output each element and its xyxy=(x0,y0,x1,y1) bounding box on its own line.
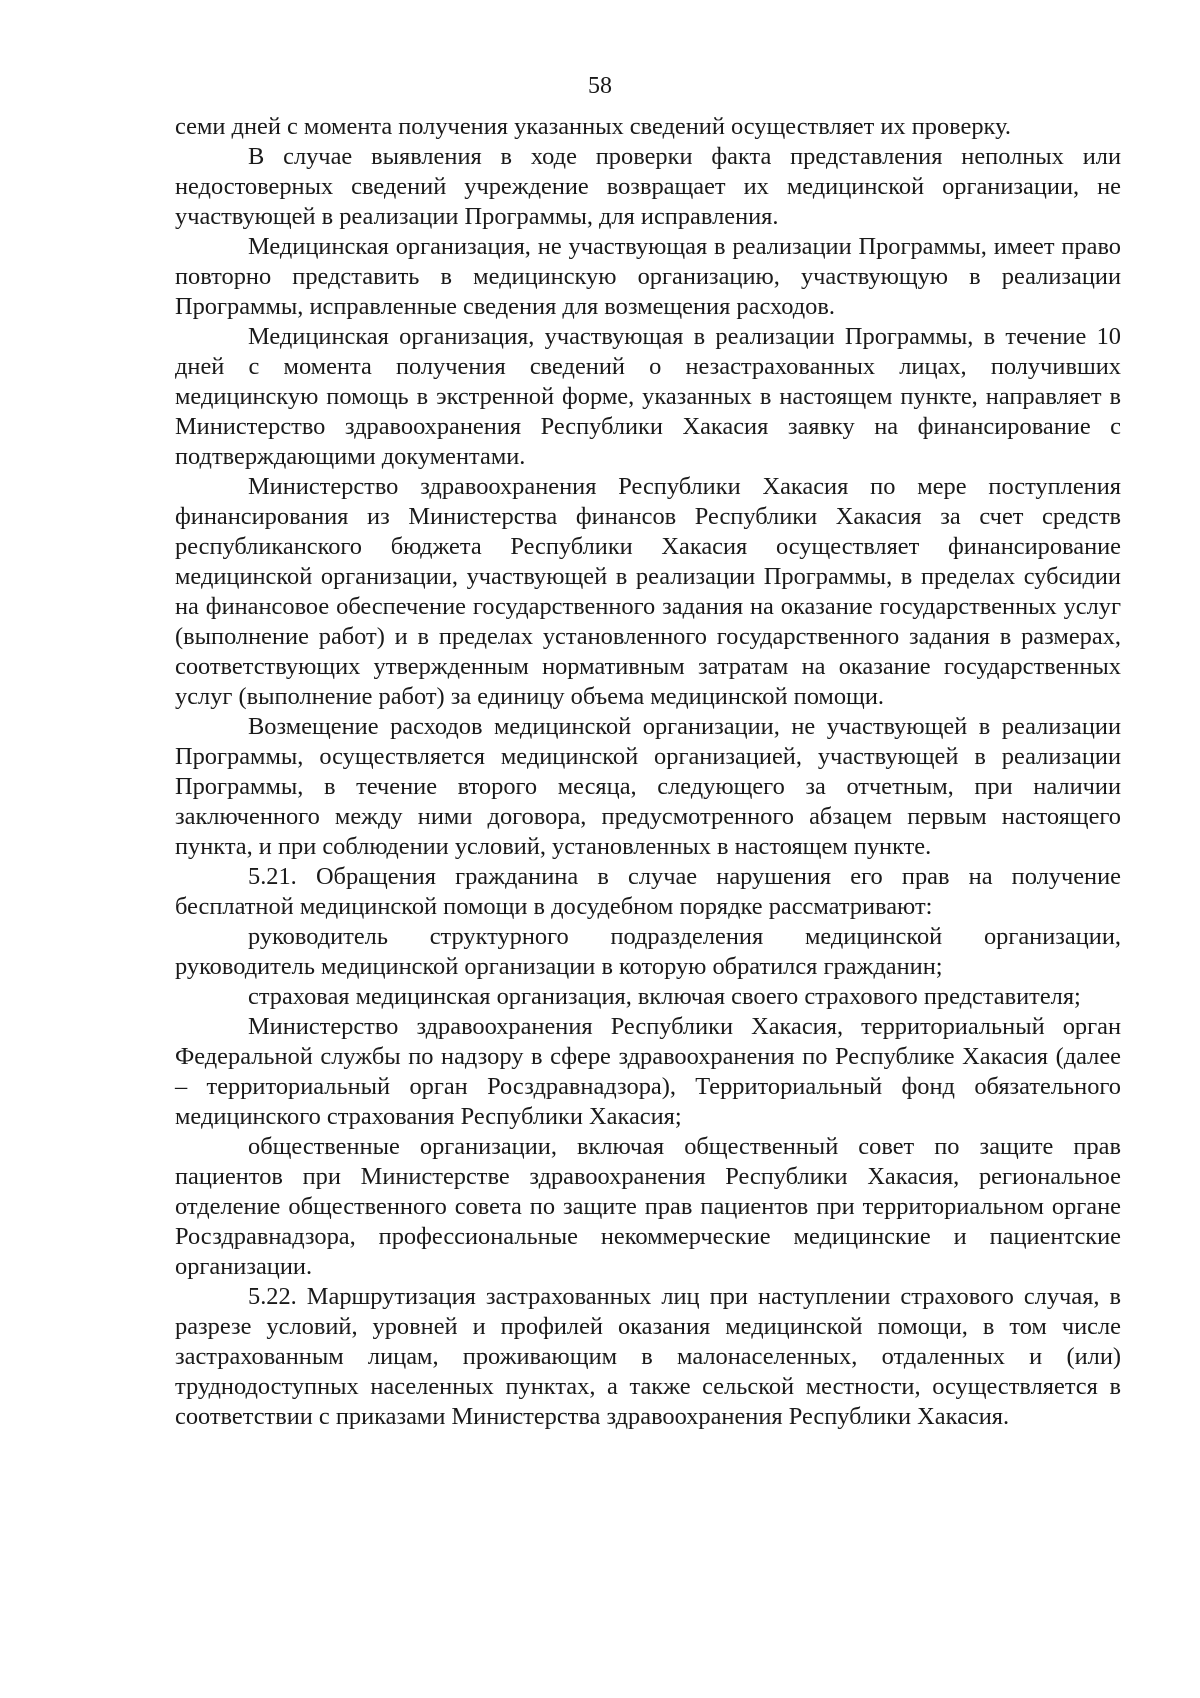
page-number: 58 xyxy=(588,73,612,99)
paragraph: Медицинская организация, участвующая в реализации Программы, в течение 10 дней с момента получения сведений о незастрахованных лицах, получивших медицинскую помощь в экстренной форме, указанных в настоящем пункте, направляет в Министерство здравоохранения Республики Хакасия заявку на финансирование с подтверждающими документами. xyxy=(175,323,1121,470)
paragraph: Министерство здравоохранения Республики Хакасия, территориальный орган Федеральной службы по надзору в сфере здравоохранения по Республике Хакасия (далее – территориальный орган Росздравнадзора), Территориальный фонд обязательного медицинского страхования Республики Хакасия; xyxy=(175,1013,1121,1130)
paragraph: семи дней с момента получения указанных сведений осуществляет их проверку. xyxy=(175,113,1011,140)
paragraph: В случае выявления в ходе проверки факта представления неполных или недостоверных сведений учреждение возвращает их медицинской организации, не участвующей в реализации Программы, для исправления. xyxy=(175,143,1121,230)
paragraph: страховая медицинская организация, включая своего страхового представителя; xyxy=(248,983,1081,1010)
paragraph: общественные организации, включая общественный совет по защите прав пациентов при Министерстве здравоохранения Республики Хакасия, региональное отделение общественного совета по защите прав пациентов при территориальном органе Росздравнадзора, профессиональные некоммерческие медицинские и пациентские организации. xyxy=(175,1133,1121,1280)
body-text xyxy=(175,112,1121,1432)
paragraph: 5.22. Маршрутизация застрахованных лиц при наступлении страхового случая, в разрезе условий, уровней и профилей оказания медицинской помощи, в том числе застрахованным лицам, проживающим в малонаселенных, отдаленных и (или) труднодоступных населенных пунктах, а также сельской местности, осуществляется в соответствии с приказами Министерства здравоохранения Республики Хакасия. xyxy=(175,1283,1121,1430)
paragraph: 5.21. Обращения гражданина в случае нарушения его прав на получение бесплатной медицинской помощи в досудебном порядке рассматривают: xyxy=(175,863,1121,920)
paragraph: Министерство здравоохранения Республики Хакасия по мере поступления финансирования из Министерства финансов Республики Хакасия за счет средств республиканского бюджета Республики Хакасия осуществляет финансирование медицинской организации, участвующей в реализации Программы, в пределах субсидии на финансовое обеспечение государственного задания на оказание государственных услуг (выполнение работ) и в пределах установленного государственного задания в размерах, соответствующих утвержденным нормативным затратам на оказание государственных услуг (выполнение работ) за единицу объема медицинской помощи. xyxy=(175,473,1121,710)
paragraph: руководитель структурного подразделения медицинской организации, руководитель медицинской организации в которую обратился гражданин; xyxy=(175,923,1121,980)
paragraph: Медицинская организация, не участвующая в реализации Программы, имеет право повторно представить в медицинскую организацию, участвующую в реализации Программы, исправленные сведения для возмещения расходов. xyxy=(175,233,1121,320)
paragraph: Возмещение расходов медицинской организации, не участвующей в реализации Программы, осуществляется медицинской организацией, участвующей в реализации Программы, в течение второго месяца, следующего за отчетным, при наличии заключенного между ними договора, предусмотренного абзацем первым настоящего пункта, и при соблюдении условий, установленных в настоящем пункте. xyxy=(175,713,1121,860)
